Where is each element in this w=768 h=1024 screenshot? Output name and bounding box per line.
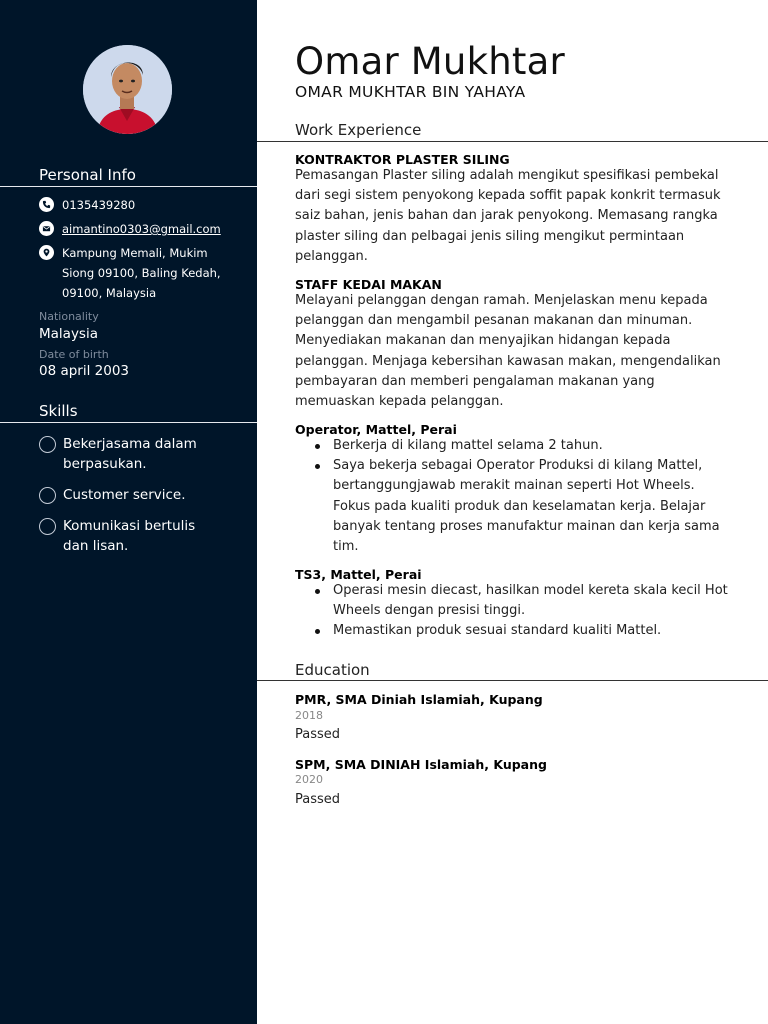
bullet-item: Saya bekerja sebagai Operator Produksi di kilang Mattel, bertanggungjawab merakit mainan seperti Hot Wheels. Fokus pada kualiti produk dan keselamatan kerja. Belajar banyak tentang proses manufaktur mainan dan kerja sama tim. xyxy=(295,456,735,557)
job-description: Melayani pelanggan dengan ramah. Menjelaskan menu kepada pelanggan dan mengambil pesanan makanan dan minuman. Menyediakan makanan dan menyajikan hidangan kepada pelanggan. Menjaga kebersihan kawasan makan, mengendalikan pembayaran dan memberi pengalaman makanan yang memuaskan kepada pelanggan. xyxy=(295,293,721,410)
contact-phone xyxy=(39,195,232,215)
contact-email xyxy=(39,219,232,239)
skills-heading: Skills xyxy=(39,402,78,420)
skill-bullet-icon xyxy=(39,436,56,453)
skill-label: Customer service. xyxy=(63,487,186,503)
skill-label: Komunikasi bertulis dan lisan. xyxy=(63,518,196,554)
bullet-item: Operasi mesin diecast, hasilkan model kereta skala kecil Hot Wheels dengan presisi tinggi. xyxy=(295,581,735,621)
email-icon xyxy=(39,221,54,236)
education-result: Passed xyxy=(295,727,341,742)
candidate-full-name: OMAR MUKHTAR BIN YAHAYA xyxy=(295,83,526,101)
job-description: Pemasangan Plaster siling adalah mengikut spesifikasi pembekal dari segi sistem penyokong kepada soffit papak konkrit termasuk saiz bahan, jenis bahan dan jarak penyokong. Memasang rangka plaster siling dan pelbagai jenis siling mengikut permintaan pelanggan. xyxy=(295,168,721,264)
skill-bullet-icon xyxy=(39,487,56,504)
nationality-label: Nationality xyxy=(39,310,99,323)
personal-info-divider xyxy=(0,186,257,187)
education-result: Passed xyxy=(295,792,341,807)
skill-item xyxy=(39,516,223,556)
nationality-value: Malaysia xyxy=(39,326,98,342)
job-bullets xyxy=(295,436,735,557)
job-title: KONTRAKTOR PLASTER SILING xyxy=(295,152,510,167)
skill-bullet-icon xyxy=(39,518,56,535)
personal-info-heading: Personal Info xyxy=(39,166,136,184)
education-heading: Education xyxy=(295,661,370,679)
dob-value: 08 april 2003 xyxy=(39,363,130,379)
dob-label: Date of birth xyxy=(39,348,109,361)
candidate-name: Omar Mukhtar xyxy=(295,40,565,83)
phone-number: 0135439280 xyxy=(62,198,136,212)
main-content xyxy=(257,0,768,1024)
job-title: STAFF KEDAI MAKAN xyxy=(295,277,442,292)
sidebar xyxy=(0,0,257,1024)
education-title: SPM, SMA DINIAH Islamiah, Kupang xyxy=(295,757,547,772)
profile-photo xyxy=(83,45,172,134)
bullet-item: Berkerja di kilang mattel selama 2 tahun. xyxy=(295,436,735,456)
phone-icon xyxy=(39,197,54,212)
avatar xyxy=(83,45,172,134)
education-divider xyxy=(257,680,768,681)
education-year: 2018 xyxy=(295,709,323,722)
address-text: Kampung Memali, Mukim Siong 09100, Baling Kedah, 09100, Malaysia xyxy=(62,246,221,300)
job-title: TS3, Mattel, Perai xyxy=(295,567,422,582)
location-icon xyxy=(39,245,54,260)
education-year: 2020 xyxy=(295,773,323,786)
education-title: PMR, SMA Diniah Islamiah, Kupang xyxy=(295,692,543,707)
work-experience-divider xyxy=(257,141,768,142)
job-bullets xyxy=(295,581,735,642)
email-link[interactable]: aimantino0303@gmail.com xyxy=(62,222,221,236)
skills-divider xyxy=(0,422,257,423)
work-experience-heading: Work Experience xyxy=(295,121,422,139)
bullet-item: Memastikan produk sesuai standard kualiti Mattel. xyxy=(295,621,735,641)
skill-item xyxy=(39,485,223,505)
skill-label: Bekerjasama dalam berpasukan. xyxy=(63,436,197,472)
job-title: Operator, Mattel, Perai xyxy=(295,422,457,437)
skill-item xyxy=(39,434,223,474)
contact-address xyxy=(39,243,222,303)
